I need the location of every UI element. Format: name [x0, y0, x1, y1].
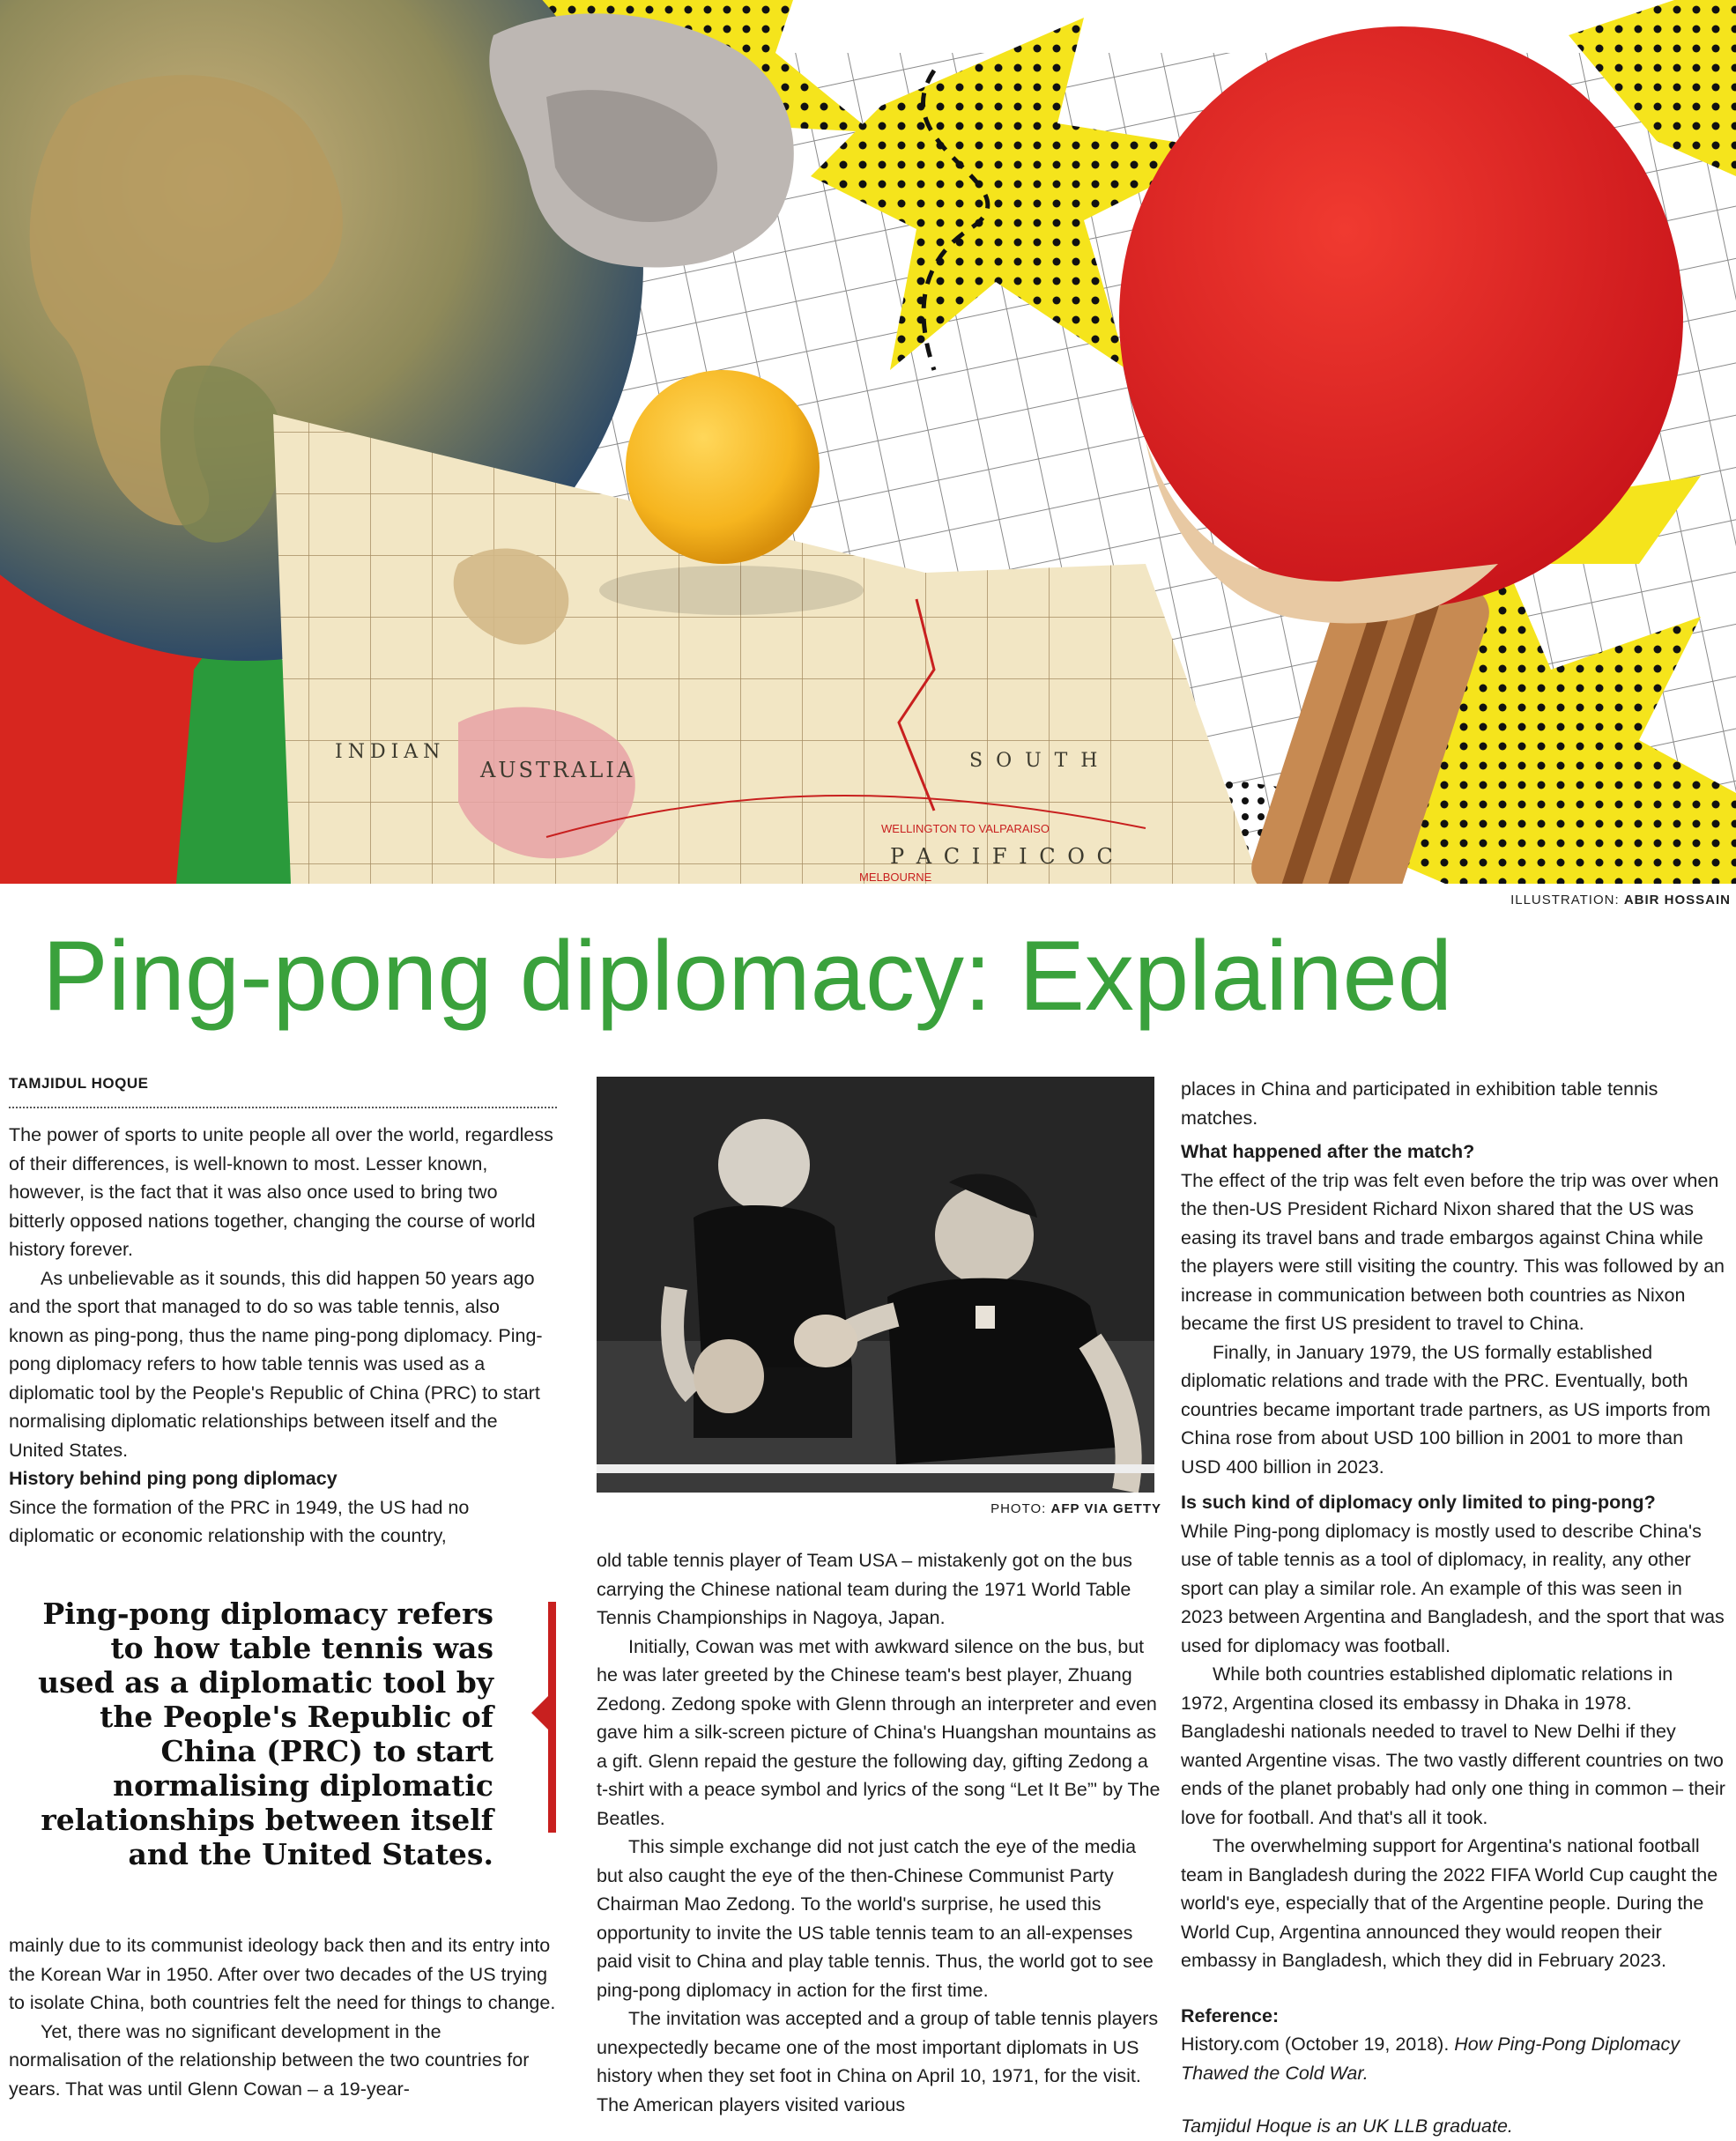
- map-label-pacific: P A C I F I C O C: [890, 844, 1116, 869]
- col1-paragraph-5: Yet, there was no significant development in the normalisation of the relationship between the two countries for years. That was until Glenn Cowan – a 19-year-: [9, 2020, 530, 2100]
- col2-paragraph-1: old table tennis player of Team USA – mistakenly got on the bus carrying the Chinese national team during the 1971 World Table Tennis Championships in Nagoya, Japan.: [597, 1550, 1132, 1628]
- reference-title: How Ping-Pong Diplomacy Thawed the Cold War.: [1181, 2034, 1680, 2084]
- pull-quote-arrow: [531, 1693, 551, 1732]
- photo-credit-label: PHOTO:: [990, 1501, 1047, 1516]
- map-label-route: WELLINGTON TO VALPARAISO: [881, 822, 1050, 835]
- col3-paragraph-2: The effect of the trip was felt even before the trip was over when the then-US President Richard Nixon shared that the US was easing its travel bans and trade embargos against China while the players were still visiting the country. This was followed by an increase in communication between both countries as Nixon became the first US president to travel to China.: [1181, 1169, 1725, 1334]
- paddle-rubber: [1119, 26, 1683, 608]
- photo-credit-name: AFP VIA GETTY: [1050, 1501, 1161, 1516]
- col2-paragraph-3: This simple exchange did not just catch the eye of the media but also caught the eye of the then-Chinese Communist Party Chairman Mao Zedong. To the world's surprise, he used this opportunity to invite the US table tennis team to an all-expenses paid visit to China and play table tennis. Thus, the world got to see ping-pong diplomacy in action for the first time.: [597, 1836, 1154, 2001]
- column-3: [1181, 1075, 1725, 2141]
- col1-paragraph-4: mainly due to its communist ideology back then and its entry into the Korean War in 1950. After over two decades of the US trying to isolate China, both countries felt the need for things to change.: [9, 1935, 556, 2013]
- reference-text: [1181, 2030, 1725, 2087]
- reference-source: History.com (October 19, 2018).: [1181, 2034, 1450, 2055]
- col1-paragraph-1: The power of sports to unite people all over the world, regardless of their differences, is well-known to most. Lesser known, however, is the fact that it was also once used to bring two bitterly opposed nations together, changing the course of world history forever.: [9, 1124, 553, 1260]
- col1-paragraph-2: As unbelievable as it sounds, this did happen 50 years ago and the sport that managed to do so was table tennis, also known as ping-pong, thus the name ping-pong diplomacy. Ping-pong diplomacy refers to how table tennis was used as a diplomatic tool by the People's Republic of China (PRC) to start normalising diplomatic relationships between itself and the United States.: [9, 1267, 543, 1461]
- byline-divider: [9, 1107, 557, 1108]
- col3-subheading-limited: Is such kind of diplomacy only limited to ping-pong?: [1181, 1492, 1656, 1513]
- col2-paragraph-2: Initially, Cowan was met with awkward silence on the bus, but he was later greeted by the Chinese team's best player, Zhuang Zedong. Zedong spoke with Glenn through an interpreter and even gave him a silk-screen picture of China's Huangshan mountains as a gift. Glenn repaid the gesture the following day, gifting Zedong a t-shirt with a peace symbol and lyrics of the song “Let It Be”' by The Beatles.: [597, 1635, 1161, 1829]
- col3-subheading-after-match: What happened after the match?: [1181, 1141, 1475, 1162]
- news-photo: [597, 1077, 1154, 1493]
- reference-heading: Reference:: [1181, 2004, 1280, 2026]
- collage-artwork: [0, 0, 1736, 884]
- ping-pong-ball: [626, 370, 820, 564]
- map-label-australia: AUSTRALIA: [480, 758, 635, 782]
- col3-paragraph-5: While both countries established diplomatic relations in 1972, Argentina closed its embassy in Dhaka in 1978. Bangladeshi nationals needed to travel to New Delhi if they wanted Argentine visas. The two vastly different countries on two ends of the planet probably had only one thing in common – their love for football. And that's all it took.: [1181, 1663, 1725, 1828]
- photo-credit: [881, 1501, 1161, 1516]
- map-label-south: S O U T H: [969, 750, 1102, 772]
- map-label-indian: INDIAN: [335, 741, 446, 763]
- hero-illustration: [0, 0, 1736, 884]
- author-note: Tamjidul Hoque is an UK LLB graduate.: [1181, 2115, 1513, 2137]
- illustration-credit-name: ABIR HOSSAIN: [1623, 893, 1731, 908]
- illustration-credit: [1510, 893, 1731, 908]
- col3-paragraph-6: The overwhelming support for Argentina's national football team in Bangladesh during the 2022 FIFA World Cup caught the world's eye, especially that of the Argentine people. During the World Cup, Argentina announced they would reopen their embassy in Bangladesh, which they did in February 2023.: [1181, 1835, 1718, 1971]
- players-photo-artwork: [597, 1077, 1154, 1493]
- col3-paragraph-1: places in China and participated in exhibition table tennis matches.: [1181, 1078, 1658, 1129]
- headline: Ping-pong diplomacy: Explained: [42, 921, 1453, 1031]
- column-1-top: [9, 1121, 557, 1551]
- pull-quote: Ping-pong diplomacy refers to how table tennis was used as a diplomatic tool by the People's Republic of China (PRC) to start normalising diplomatic relationships between itself and the United States.: [38, 1596, 493, 1871]
- column-2: [597, 1546, 1161, 2119]
- col3-paragraph-3: Finally, in January 1979, the US formally established diplomatic relations and trade with the PRC. Eventually, both countries became important trade partners, as US imports from China rose from about USD 100 billion in 2001 to more than USD 400 billion in 2023.: [1181, 1341, 1711, 1478]
- column-1-bottom: [9, 1931, 557, 2103]
- col3-paragraph-4: While Ping-pong diplomacy is mostly used to describe China's use of table tennis as a tool of diplomacy, in reality, any other sport can play a similar role. An example of this was seen in 2023 between Argentina and Bangladesh, and the sport that was used for diplomacy was football.: [1181, 1520, 1725, 1656]
- illustration-credit-label: ILLUSTRATION:: [1510, 893, 1620, 908]
- map-label-melbourne: MELBOURNE: [859, 870, 932, 884]
- byline: TAMJIDUL HOQUE: [9, 1075, 149, 1092]
- col1-paragraph-3: Since the formation of the PRC in 1949, the US had no diplomatic or economic relationship with the country,: [9, 1496, 470, 1546]
- col2-paragraph-4: The invitation was accepted and a group of table tennis players unexpectedly became one of the most important diplomats in US history when they set foot in China on April 10, 1971, for the visit. The American players visited various: [597, 2008, 1159, 2115]
- col1-subheading-history: History behind ping pong diplomacy: [9, 1468, 338, 1489]
